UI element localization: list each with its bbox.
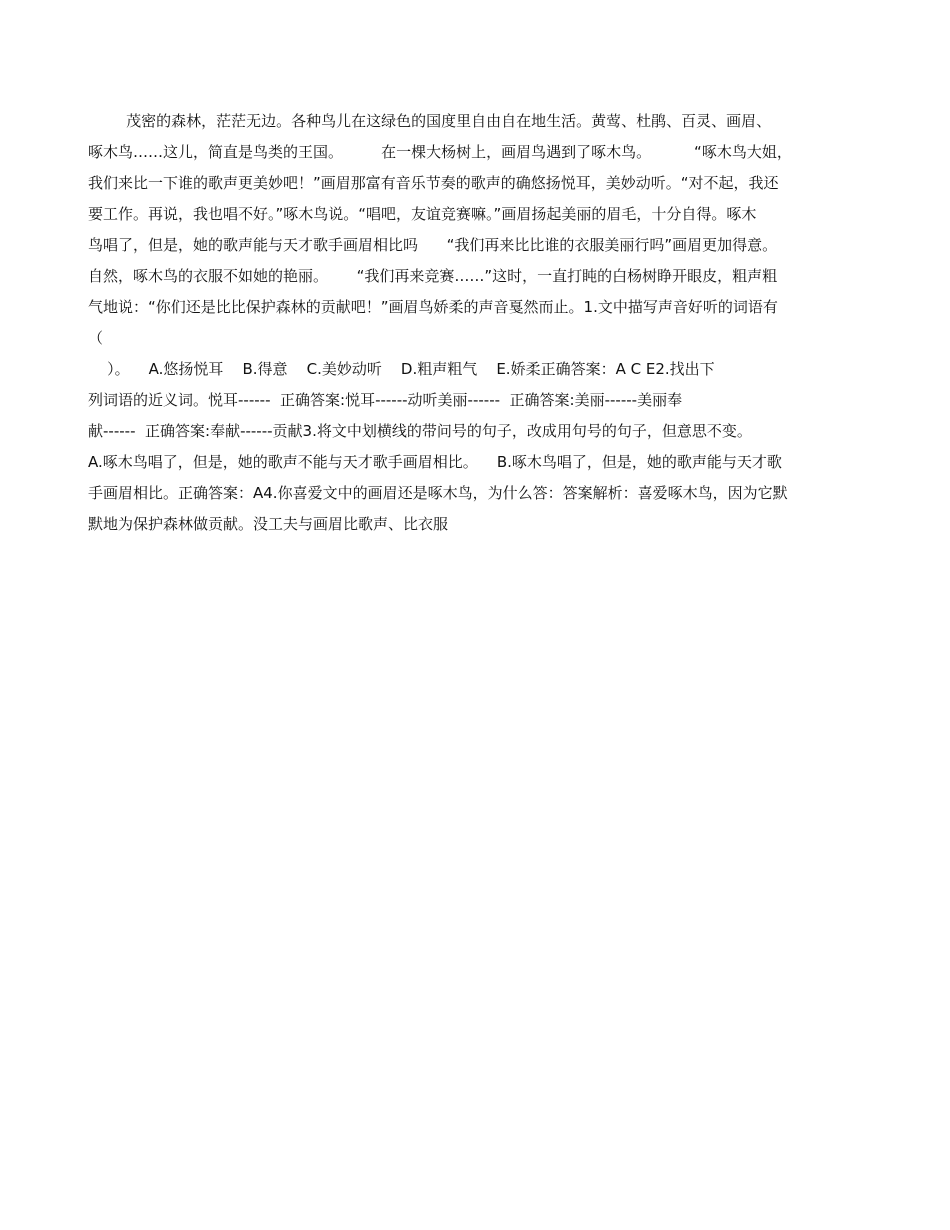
- text-line: 列词语的近义词。悦耳------ 正确答案:悦耳------动听美丽------ 正确答案:美丽------美丽奉: [88, 391, 683, 409]
- text-line: 要工作。再说，我也唱不好。”啄木鸟说。“唱吧，友谊竞赛嘛。”画眉扬起美丽的眉毛，十分自得。啄木: [88, 205, 757, 223]
- text-line: 自然，啄木鸟的衣服不如她的艳丽。 “我们再来竞赛……”这时，一直打盹的白杨树睁开眼皮，粗声粗: [88, 267, 778, 285]
- passage-text: [88, 106, 868, 540]
- text-line: （: [88, 329, 104, 347]
- text-line: 鸟唱了，但是，她的歌声能与天才歌手画眉相比吗 “我们再来比比谁的衣服美丽行吗”画眉更加得意。: [88, 236, 778, 254]
- text-line: 手画眉相比。正确答案：A4.你喜爱文中的画眉还是啄木鸟，为什么答：答案解析：喜爱啄木鸟，因为它默: [88, 484, 788, 502]
- text-line: 茂密的森林，茫茫无边。各种鸟儿在这绿色的国度里自由自在地生活。黄莺、杜鹃、百灵、画眉、: [88, 112, 772, 130]
- text-line: 我们来比一下谁的歌声更美妙吧！”画眉那富有音乐节奏的歌声的确悠扬悦耳，美妙动听。“对不起，我还: [88, 174, 779, 192]
- text-line: 默地为保护森林做贡献。没工夫与画眉比歌声、比衣服: [88, 515, 449, 533]
- text-line: 啄木鸟……这儿，简直是鸟类的王国。 在一棵大杨树上，画眉鸟遇到了啄木鸟。 “啄木鸟大姐，: [88, 143, 792, 161]
- text-line: 献------ 正确答案:奉献------贡献3.将文中划横线的带问号的句子，改成用句号的句子，但意思不变。: [88, 422, 752, 440]
- text-line: 气地说：“你们还是比比保护森林的贡献吧！”画眉鸟娇柔的声音戛然而止。1.文中描写声音好听的词语有: [88, 298, 778, 316]
- text-line: ）。 A.悠扬悦耳 B.得意 C.美妙动听 D.粗声粗气 E.娇柔正确答案：A C E2.找出下: [88, 360, 715, 378]
- text-line: A.啄木鸟唱了，但是，她的歌声不能与天才歌手画眉相比。 B.啄木鸟唱了，但是，她的歌声能与天才歌: [88, 453, 782, 471]
